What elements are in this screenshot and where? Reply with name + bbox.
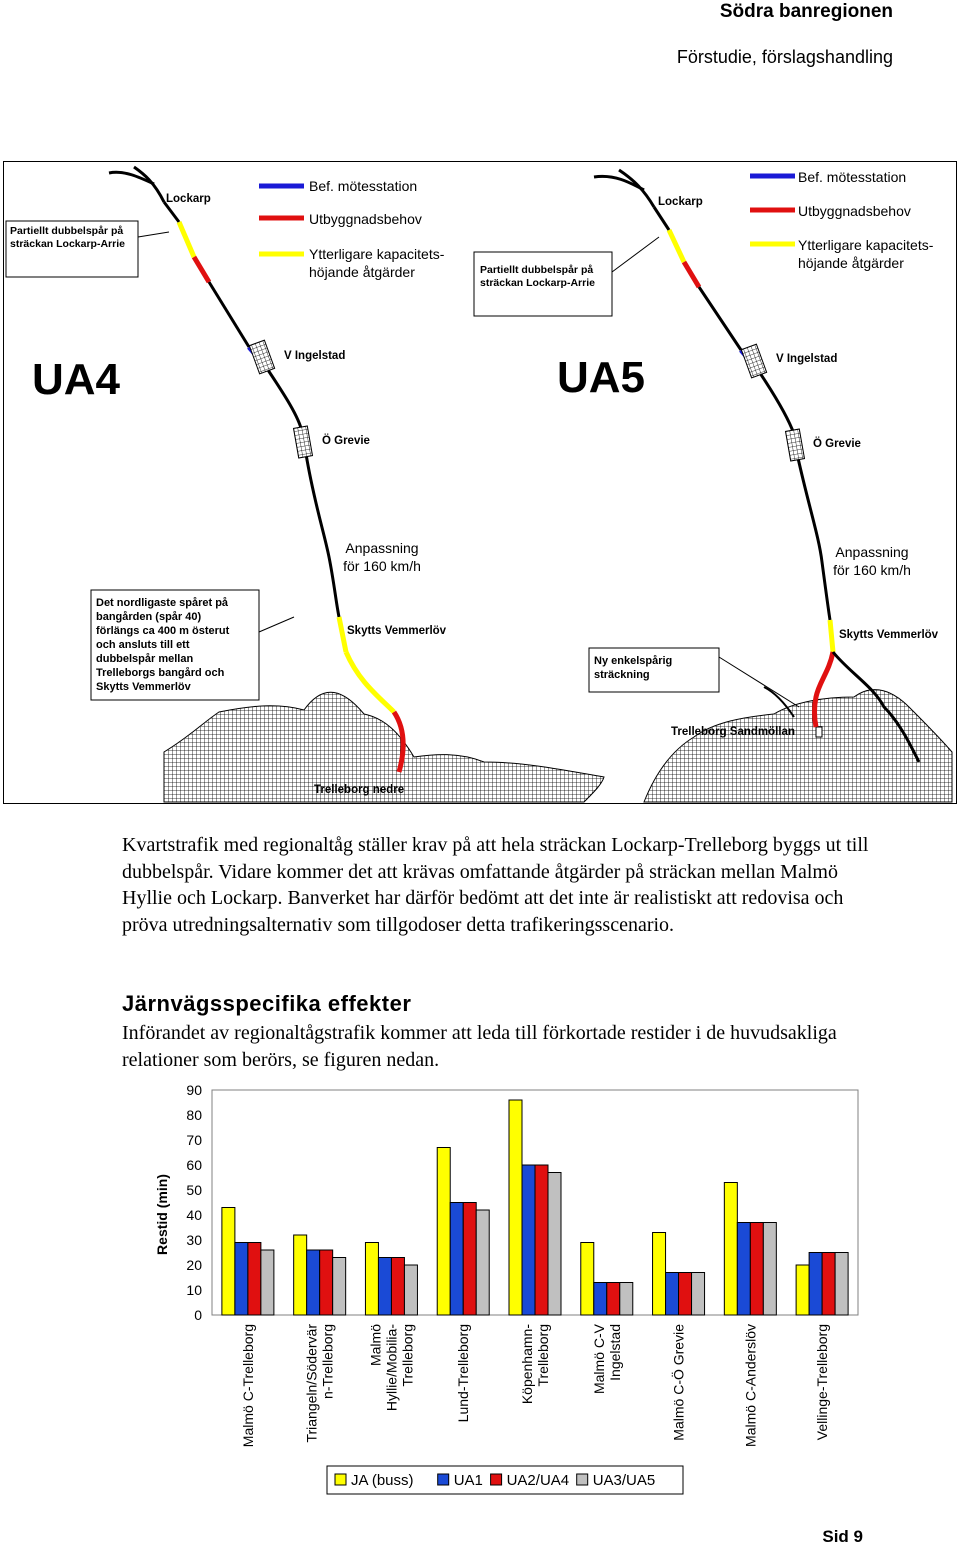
bar (796, 1265, 809, 1315)
bar (333, 1258, 346, 1316)
y-tick-label: 60 (186, 1157, 202, 1173)
bar (737, 1223, 750, 1316)
legend-expansion-need: Utbyggnadsbehov (309, 211, 422, 227)
y-tick-label: 20 (186, 1257, 202, 1273)
bar (365, 1243, 378, 1316)
y-tick-label: 70 (186, 1132, 202, 1148)
station-v-ingelstad: V Ingelstad (284, 350, 346, 362)
callout-ua4: Det nordligaste spåret på bangården (spår 40) förlängs ca 400 m österut och ansluts till ett dubbelspår mellan Trelleborgs bangård och Skytts Vemmerlöv (96, 597, 230, 693)
route-map-figure (3, 161, 957, 804)
station-v-ingelstad: V Ingelstad (776, 353, 838, 365)
bar (750, 1223, 763, 1316)
alternative-ua5-label: UA5 (557, 353, 646, 402)
bar (476, 1210, 489, 1315)
x-category-label: Triangeln/Södervärn-Trelleborg (303, 1324, 336, 1443)
x-category-label: Lund-Trelleborg (455, 1324, 472, 1423)
y-tick-label: 30 (186, 1232, 202, 1248)
legend-existing-station: Bef. mötesstation (798, 169, 907, 185)
station-trelleborg-nedre: Trelleborg nedre (314, 784, 405, 796)
station-lockarp: Lockarp (658, 196, 703, 208)
bar (835, 1253, 848, 1316)
x-category-label: Köpenhamn-Trelleborg (519, 1324, 551, 1405)
legend-swatch (438, 1474, 449, 1485)
legend-label: JA (buss) (351, 1472, 414, 1489)
y-tick-label: 10 (186, 1282, 202, 1298)
bar (404, 1265, 417, 1315)
x-category-label: Malmö C-Anderslöv (742, 1324, 759, 1447)
station-lockarp: Lockarp (166, 193, 211, 205)
station-trelleborg-sandmollan: Trelleborg Sandmöllan (671, 726, 795, 738)
bar (391, 1258, 404, 1316)
bar (679, 1273, 692, 1316)
bar (607, 1283, 620, 1316)
x-category-label: Vellinge-Trelleborg (814, 1324, 831, 1441)
bar (653, 1233, 666, 1316)
y-tick-label: 40 (186, 1207, 202, 1223)
note-partial-double-track: Partiellt dubbelspår på sträckan Lockarp-Arrie (10, 225, 125, 250)
bar (763, 1223, 776, 1316)
map-ua5 (474, 169, 952, 802)
bar (320, 1250, 333, 1315)
bar (307, 1250, 320, 1315)
y-tick-label: 80 (186, 1107, 202, 1123)
legend-label: UA2/UA4 (506, 1472, 570, 1489)
legend-capacity-line2: höjande åtgärder (798, 255, 904, 271)
bar (437, 1148, 450, 1316)
bar (450, 1203, 463, 1316)
speed-note-line1: Anpassning (835, 544, 909, 560)
bar (666, 1273, 679, 1316)
document-subtitle: Förstudie, förslagshandling (676, 47, 893, 67)
bar (548, 1173, 561, 1316)
x-category-label: Malmö C-Ö Grevie (670, 1324, 687, 1441)
legend-label: UA3/UA5 (592, 1472, 656, 1489)
bar (594, 1283, 607, 1316)
station-o-grevie: Ö Grevie (322, 435, 370, 447)
bar (261, 1250, 274, 1315)
legend-swatch (577, 1474, 588, 1485)
bar (822, 1253, 835, 1316)
bar (522, 1165, 535, 1315)
alternative-ua4-label: UA4 (32, 355, 121, 404)
body-paragraph-1: Kvartstrafik med regionaltåg ställer krav på att hela sträckan Lockarp-Trelleborg byggs ut till dubbelspår. Vidare kommer det att krävas omfattande åtgärder på sträckan mellan Malmö Hyllie och Lockarp. Banverket har därför bedömt att det inte är realistiskt att redovisa och pröva utredningsalternativ som tillgodoser detta trafikeringsscenario. (122, 834, 869, 936)
bar (620, 1283, 633, 1316)
y-tick-label: 0 (194, 1307, 202, 1323)
bar (809, 1253, 822, 1316)
bar (692, 1273, 705, 1316)
speed-note-line1: Anpassning (345, 540, 419, 556)
bar (724, 1183, 737, 1316)
legend-swatch (335, 1474, 346, 1485)
station-skytts-vemmerlov: Skytts Vemmerlöv (347, 625, 447, 637)
chart-svg (122, 1080, 864, 1506)
y-axis-label: Restid (min) (154, 1174, 170, 1255)
section-title: Järnvägsspecifika effekter (122, 991, 412, 1016)
route-map-svg (4, 162, 958, 805)
bar (248, 1243, 261, 1316)
legend-existing-station: Bef. mötesstation (309, 178, 418, 194)
legend-capacity-line1: Ytterligare kapacitets- (798, 237, 934, 253)
callout-ua5: Ny enkelspårig sträckning (594, 655, 673, 681)
legend-label: UA1 (453, 1472, 483, 1489)
bar (581, 1243, 594, 1316)
legend-swatch (491, 1474, 502, 1485)
legend-capacity-line2: höjande åtgärder (309, 264, 415, 280)
x-category-label: MalmöHyllie/Mobilia-Trelleborg (367, 1324, 416, 1412)
body-paragraph-2: Införandet av regionaltågstrafik kommer att leda till förkortade restider i de huvudsakliga relationer som berörs, se figuren nedan. (122, 1022, 837, 1071)
page-number: Sid 9 (822, 1527, 863, 1546)
y-tick-label: 90 (186, 1082, 202, 1098)
y-tick-label: 50 (186, 1182, 202, 1198)
bar (294, 1235, 307, 1315)
speed-note-line2: för 160 km/h (343, 558, 421, 574)
bar (222, 1208, 235, 1316)
bar (378, 1258, 391, 1316)
speed-note-line2: för 160 km/h (833, 562, 911, 578)
x-category-label: Malmö C-Trelleborg (239, 1324, 256, 1448)
bar (235, 1243, 248, 1316)
bar (535, 1165, 548, 1315)
legend-expansion-need: Utbyggnadsbehov (798, 203, 911, 219)
station-skytts-vemmerlov: Skytts Vemmerlöv (839, 629, 939, 641)
org-name: Södra banregionen (719, 1, 893, 22)
x-category-label: Malmö C-VIngelstad (590, 1324, 623, 1395)
travel-time-chart (122, 1080, 864, 1506)
bar (463, 1203, 476, 1316)
legend-capacity-line1: Ytterligare kapacitets- (309, 246, 445, 262)
station-o-grevie: Ö Grevie (813, 438, 861, 450)
note-partial-double-track: Partiellt dubbelspår på sträckan Lockarp-Arrie (480, 264, 595, 289)
bar (509, 1100, 522, 1315)
